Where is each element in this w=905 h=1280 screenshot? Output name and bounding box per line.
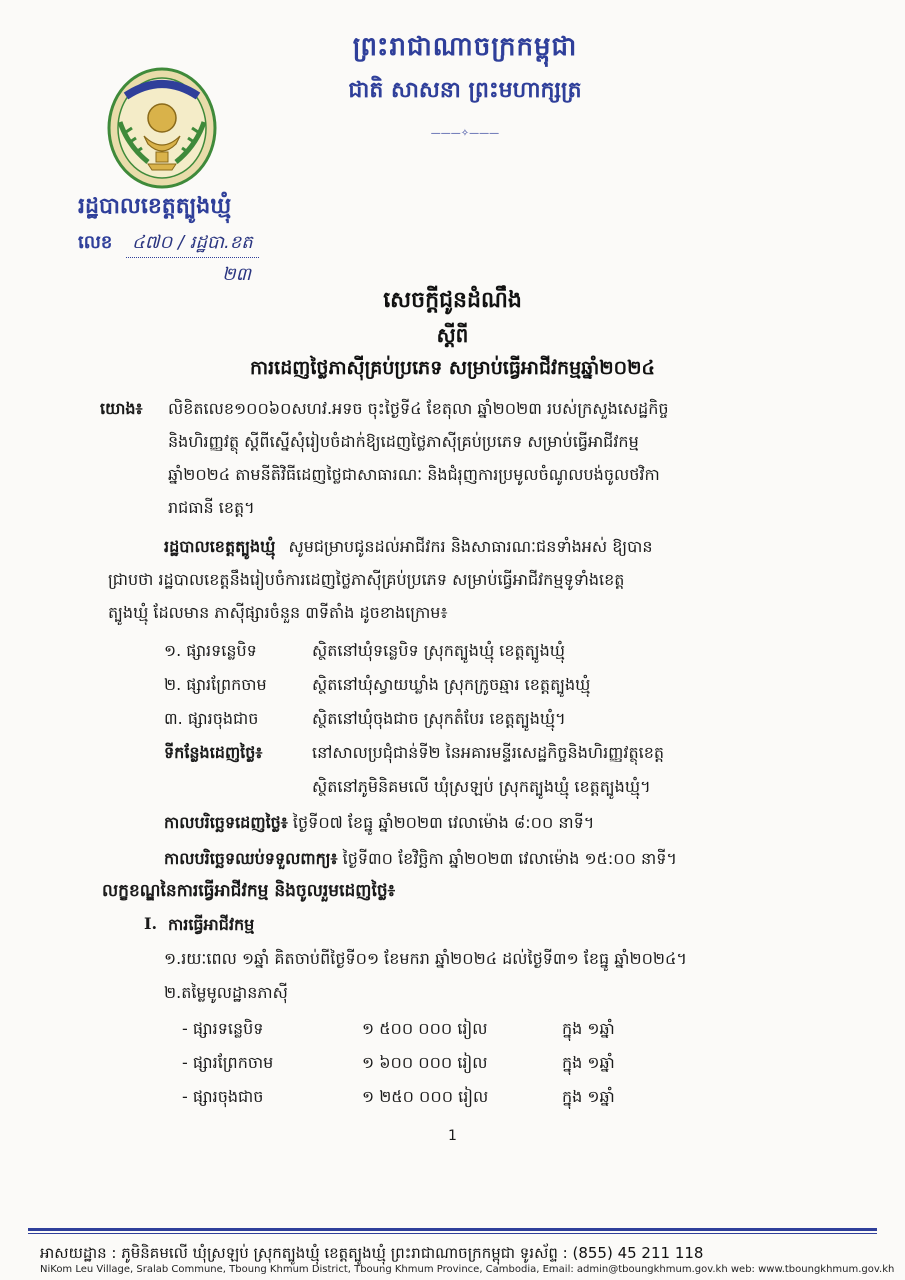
reference-label: យោង៖ (100, 399, 143, 418)
page-number: 1 (448, 1128, 457, 1144)
ref-label: លេខ (78, 232, 113, 253)
conditions-heading: លក្ខខណ្ឌនៃការធ្វើអាជីវកម្ម និងចូលរួមដេញថ្លៃ៖ (102, 881, 396, 901)
price-period: ក្នុង ១ឆ្នាំ (562, 1087, 615, 1106)
announcement-text: សូមជម្រាបជូនដល់អាជីវករ និងសាធារណៈជនទាំងអស់ ឱ្យបាន (288, 537, 653, 556)
deadline-line (164, 848, 677, 872)
footer-address-english: NiKom Leu Village, Sralab Commune, Tboung Khmum District, Tboung Khmum Province, Cambodia, Email: admin@tboungkhmum.gov.kh web: www.tboungkhmum.gov.kh (40, 1264, 895, 1275)
footer-address-khmer: អាសយដ្ឋាន : ភូមិនិគមលើ ឃុំស្រឡប់ ស្រុកត្បូងឃ្មុំ ខេត្តត្បូងឃ្មុំ ព្រះរាជាណាចក្រកម្ពុជា ទូរស័ព្ទ : (855) 45 211 118 (40, 1244, 704, 1262)
market-name: ១. ផ្សារទន្លេបិទ (164, 641, 257, 660)
kingdom-title: ព្រះរាជាណាចក្រកម្ពុជា (352, 32, 578, 62)
market-location: ស្ថិតនៅឃុំទន្លេបិទ ស្រុកត្បូងឃ្មុំ ខេត្តត្បូងឃ្មុំ (312, 641, 565, 660)
announcement-first-line (164, 536, 653, 560)
venue-line: នៅសាលប្រជុំជាន់ទី២ នៃអគារមន្ទីរសេដ្ឋកិច្ចនិងហិរញ្ញវត្ថុខេត្ត (312, 743, 665, 762)
provincial-seal-logo (106, 66, 218, 190)
venue-line: ស្ថិតនៅភូមិនិគមលើ ឃុំស្រឡប់ ស្រុកត្បូងឃ្មុំ ខេត្តត្បូងឃ្មុំ។ (312, 777, 651, 796)
ref-number: ៤៧០ / រដ្ឋបា.ខត (126, 230, 259, 258)
market-name: ២. ផ្សារព្រែកចាម (164, 675, 267, 694)
reference-line: ឆ្នាំ២០២៤ តាមនីតិវិធីដេញថ្លៃជាសាធារណៈ និងជំរុញការប្រមូលចំណូលបង់ចូលថវិកា (168, 465, 660, 484)
auction-date-line (164, 812, 594, 836)
section-title: ការធ្វើអាជីវកម្ម (168, 915, 255, 934)
auction-date-value: ថ្ងៃទី០៧ ខែធ្នូ ឆ្នាំ២០២៣ វេលាម៉ោង ៨:០០ នាទី។ (292, 813, 595, 832)
document-subject: ការដេញថ្លៃភាស៊ីគ្រប់ប្រភេទ សម្រាប់ធ្វើអាជីវកម្មឆ្នាំ២០២៤ (250, 357, 655, 379)
market-name: ៣. ផ្សារចុងជាច (164, 709, 259, 728)
section-numeral: I. (144, 914, 158, 933)
deadline-value: ថ្ងៃទី៣០ ខែវិច្ឆិកា ឆ្នាំ២០២៣ វេលាម៉ោង ១៥:០០ នាទី។ (342, 849, 677, 868)
price-period: ក្នុង ១ឆ្នាំ (562, 1053, 615, 1072)
market-location: ស្ថិតនៅឃុំចុងជាច ស្រុកតំបែរ ខេត្តត្បូងឃ្មុំ។ (312, 709, 566, 728)
reference-line: និងហិរញ្ញវត្ថុ ស្តីពីស្នើសុំរៀបចំដាក់ឱ្យដេញថ្លៃភាស៊ីគ្រប់ប្រភេទ សម្រាប់ធ្វើអាជីវកម្ម (168, 432, 639, 451)
footer-rule-thin (28, 1233, 877, 1234)
price-period: ក្នុង ១ឆ្នាំ (562, 1019, 615, 1038)
deadline-label: កាលបរិច្ឆេទឈប់ទទួលពាក្យ៖ (164, 849, 338, 868)
document-title: សេចក្តីជូនដំណឹង (383, 288, 522, 313)
price-market: - ផ្សារទន្លេបិទ (182, 1019, 264, 1038)
footer-rule (28, 1228, 877, 1231)
document-subtitle: ស្តីពី (436, 323, 469, 347)
issuer-name: រដ្ឋបាលខេត្តត្បូងឃ្មុំ (78, 194, 232, 219)
price-market: - ផ្សារចុងជាច (182, 1087, 264, 1106)
condition-item: ២.តម្លៃមូលដ្ឋានភាស៊ី (164, 983, 288, 1002)
reference-line: លិខិតលេខ១០០៦០សហវ.អទច ចុះថ្ងៃទី៤ ខែតុលា ឆ្នាំ២០២៣ របស់ក្រសួងសេដ្ឋកិច្ច (168, 399, 669, 418)
market-location: ស្ថិតនៅឃុំស្វាយឃ្លាំង ស្រុកក្រូចឆ្មារ ខេត្តត្បូងឃ្មុំ (312, 675, 591, 694)
announcement-line: ត្បូងឃ្មុំ ដែលមាន ភាស៊ីផ្សារចំនួន ៣ទីតាំង ដូចខាងក្រោម៖ (108, 603, 448, 622)
reference-number-line (78, 230, 259, 258)
announcement-line: ជ្រាបថា រដ្ឋបាលខេត្តនឹងរៀបចំការដេញថ្លៃភាស៊ីគ្រប់ប្រភេទ សម្រាប់ធ្វើអាជីវកម្មទូទាំងខេត្ត (108, 570, 625, 589)
venue-label: ទីកន្លែងដេញថ្លៃ៖ (164, 743, 263, 762)
price-amount: ១ ៦០០ ០០០ រៀល (362, 1053, 488, 1072)
auction-date-label: កាលបរិច្ឆេទដេញថ្លៃ៖ (164, 813, 288, 832)
condition-item: ១.រយៈពេល ១ឆ្នាំ គិតចាប់ពីថ្ងៃទី០១ ខែមករា ឆ្នាំ២០២៤ ដល់ថ្ងៃទី៣១ ខែធ្នូ ឆ្នាំ២០២៤។ (164, 949, 687, 968)
announcement-lead: រដ្ឋបាលខេត្តត្បូងឃ្មុំ (164, 537, 276, 556)
price-amount: ១ ២៥០ ០០០ រៀល (362, 1087, 489, 1106)
ref-number-suffix: ២៣ (222, 264, 252, 285)
price-amount: ១ ៥០០ ០០០ រៀល (362, 1019, 488, 1038)
seal-icon (106, 66, 218, 190)
national-motto: ជាតិ សាសនា ព្រះមហាក្សត្រ (348, 78, 582, 103)
header-ornament: ———✧——— (430, 128, 500, 139)
reference-line: រាជធានី ខេត្ត។ (168, 498, 255, 517)
price-market: - ផ្សារព្រែកចាម (182, 1053, 274, 1072)
